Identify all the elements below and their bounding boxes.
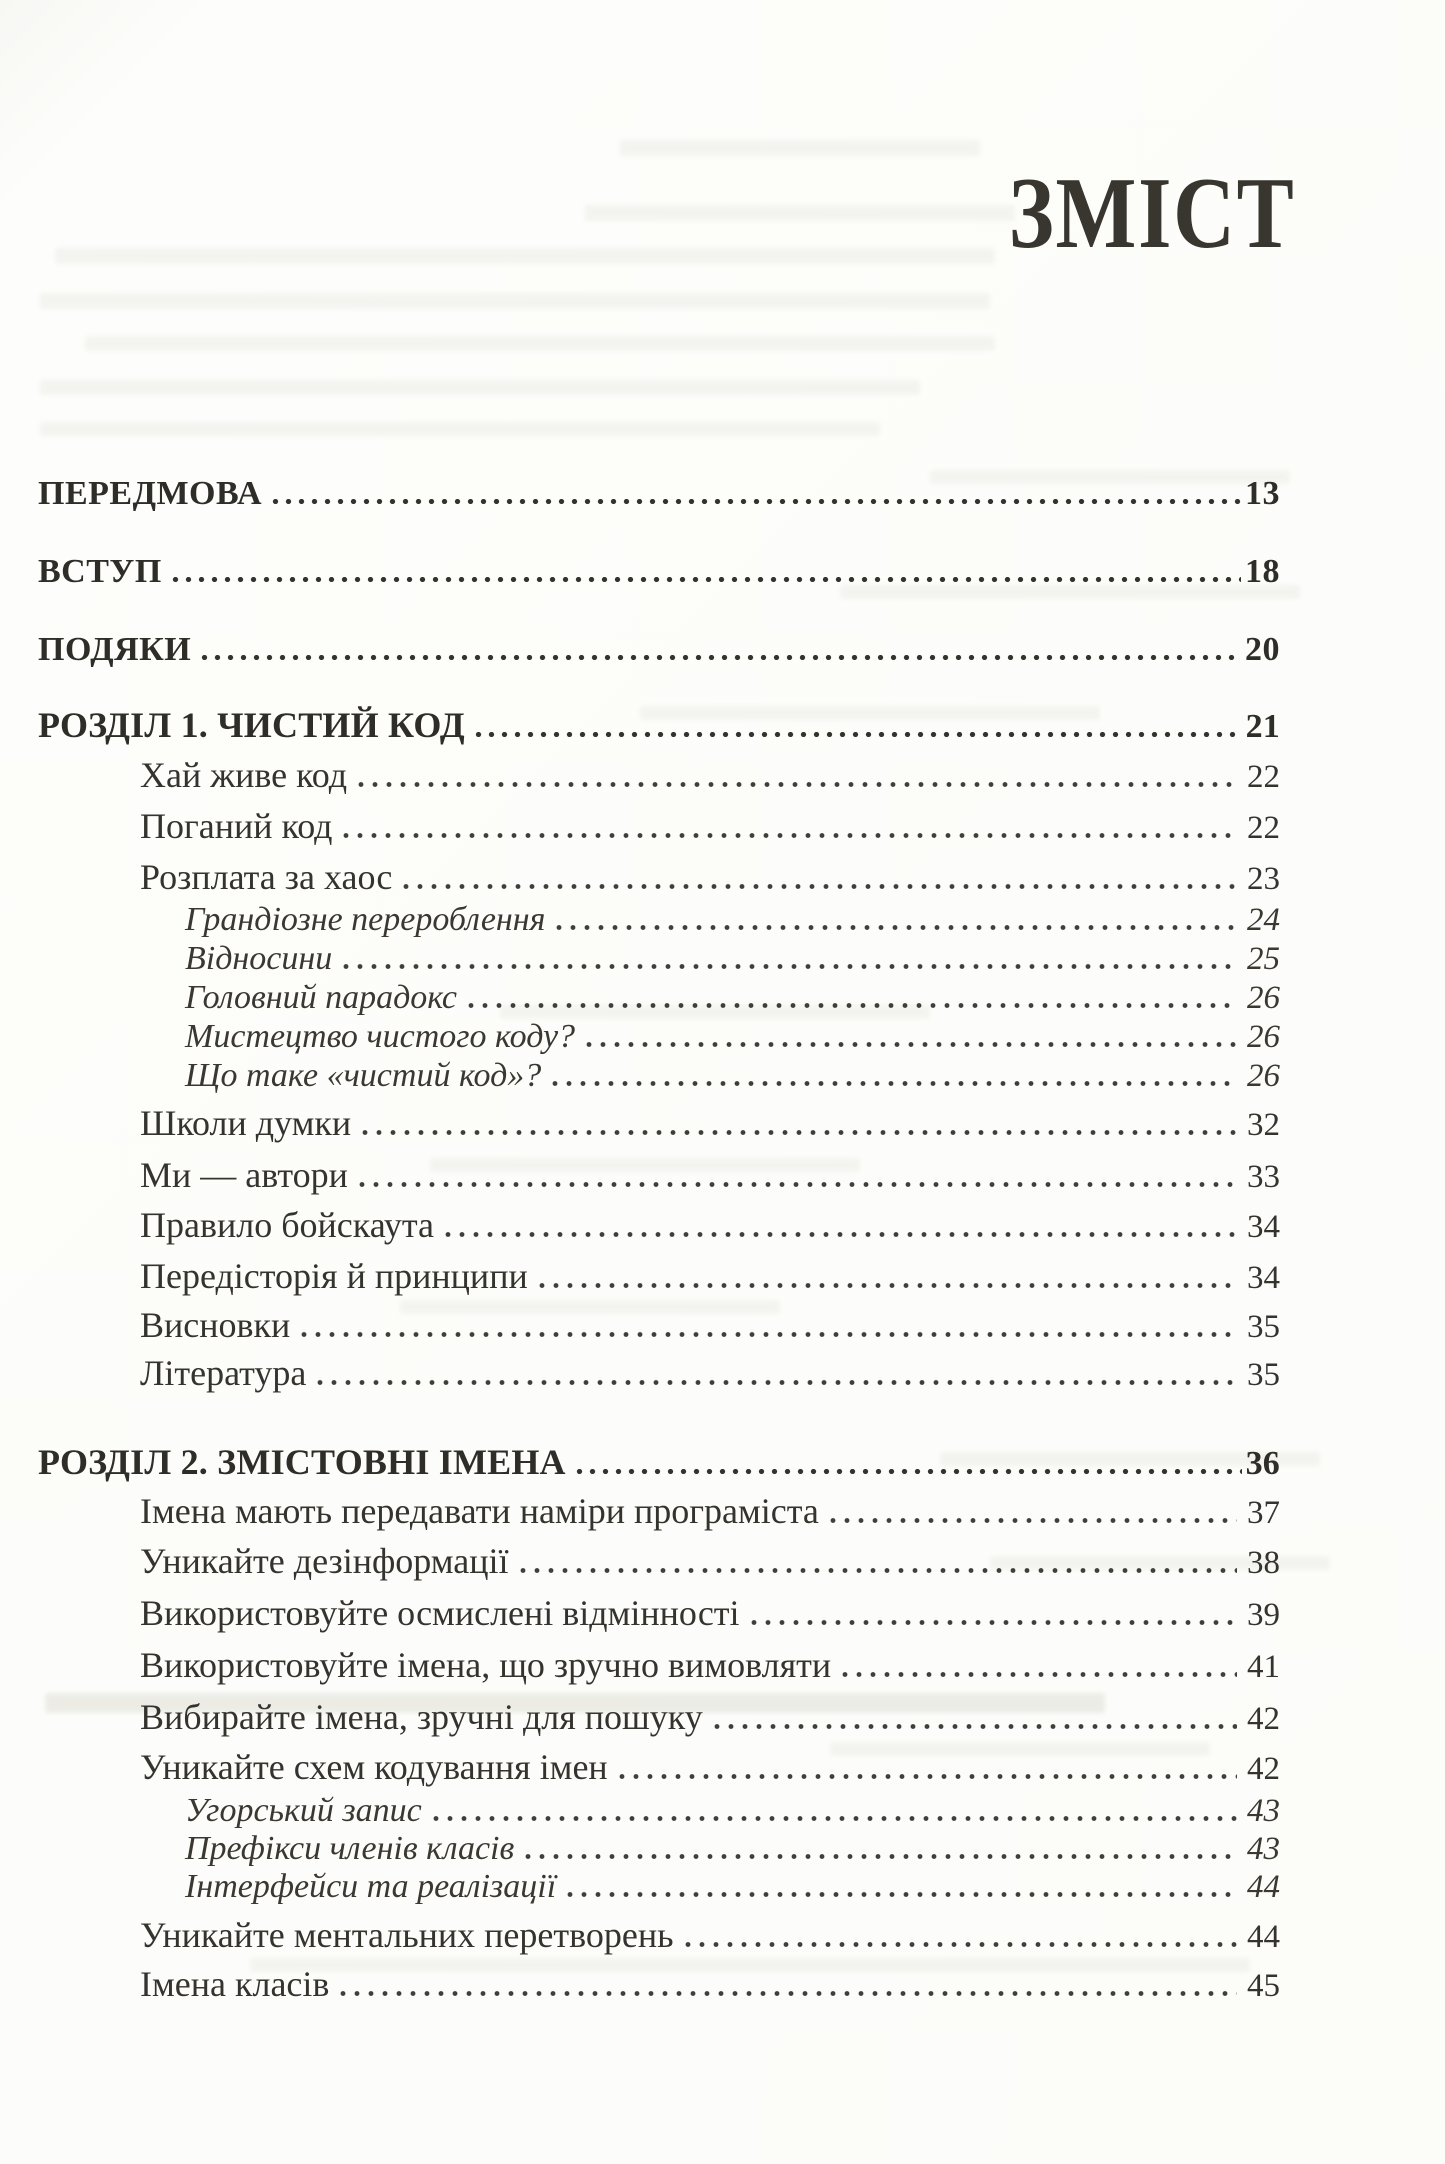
toc-entry-label: Ми — автори bbox=[140, 1155, 348, 1195]
toc-row bbox=[38, 940, 1280, 978]
toc-row bbox=[38, 1593, 1280, 1635]
toc-entry-page: 32 bbox=[1247, 1107, 1280, 1143]
toc-entry-label: ПЕРЕДМОВА bbox=[38, 475, 263, 512]
toc-row bbox=[38, 474, 1280, 514]
toc-entry-page: 24 bbox=[1247, 902, 1280, 938]
toc-row bbox=[38, 857, 1280, 899]
toc-entry-page: 44 bbox=[1247, 1919, 1280, 1955]
toc-entry-label: Відносини bbox=[185, 940, 333, 977]
toc-entry-label: Вибирайте імена, зручні для пошуку bbox=[140, 1697, 703, 1737]
toc-row bbox=[38, 1441, 1280, 1485]
toc-entry-page: 34 bbox=[1247, 1209, 1280, 1245]
toc-row bbox=[38, 1103, 1280, 1145]
dot-leader bbox=[747, 1620, 1237, 1625]
toc-entry-page: 41 bbox=[1247, 1649, 1280, 1685]
toc-entry-label: Уникайте дезінформації bbox=[140, 1541, 509, 1581]
bleed-through-ghost bbox=[55, 248, 995, 264]
toc-entry-page: 21 bbox=[1245, 708, 1280, 745]
toc-entry-page: 26 bbox=[1247, 980, 1280, 1016]
toc-entry-label: Правило бойскаута bbox=[140, 1205, 435, 1245]
dot-leader bbox=[826, 1518, 1237, 1523]
toc-row bbox=[38, 979, 1280, 1017]
toc-entry-label: Використовуйте осмислені відмінності bbox=[140, 1593, 740, 1633]
bleed-through-ghost bbox=[40, 380, 920, 395]
toc-entry-label: Розплата за хаос bbox=[140, 857, 393, 897]
toc-row bbox=[38, 1305, 1280, 1347]
dot-leader bbox=[441, 1232, 1237, 1237]
dot-leader bbox=[399, 884, 1237, 889]
toc-entry-page: 35 bbox=[1247, 1309, 1280, 1345]
toc-row bbox=[38, 806, 1280, 848]
toc-entry-page: 42 bbox=[1247, 1751, 1280, 1787]
dot-leader bbox=[358, 1130, 1237, 1135]
toc-row bbox=[38, 1645, 1280, 1687]
dot-leader bbox=[582, 1042, 1237, 1047]
toc-row bbox=[38, 1353, 1280, 1395]
toc-row bbox=[38, 1018, 1280, 1056]
toc-row bbox=[38, 1830, 1280, 1868]
toc-entry-page: 43 bbox=[1247, 1793, 1280, 1829]
toc-entry-page: 26 bbox=[1247, 1019, 1280, 1055]
dot-leader bbox=[516, 1568, 1237, 1573]
dot-leader bbox=[297, 1332, 1237, 1337]
toc-row bbox=[38, 1964, 1280, 2006]
dot-leader bbox=[681, 1942, 1237, 1947]
dot-leader bbox=[355, 1182, 1237, 1187]
toc-row bbox=[38, 755, 1280, 797]
toc-entry-page: 13 bbox=[1245, 475, 1280, 512]
toc-entry-label: Угорський запис bbox=[185, 1792, 422, 1829]
toc-entry-page: 26 bbox=[1247, 1058, 1280, 1094]
toc-entry-page: 45 bbox=[1247, 1968, 1280, 2004]
toc-entry-page: 42 bbox=[1247, 1701, 1280, 1737]
dot-leader bbox=[521, 1854, 1237, 1859]
toc-entry-label: ВСТУП bbox=[38, 553, 162, 590]
toc-row bbox=[38, 1057, 1280, 1095]
dot-leader bbox=[313, 1380, 1237, 1385]
page-title: ЗМІСТ bbox=[1008, 157, 1295, 270]
dot-leader bbox=[339, 964, 1237, 969]
toc-entry-page: 36 bbox=[1245, 1445, 1280, 1482]
toc-entry-label: РОЗДІЛ 2. ЗМІСТОВНІ ІМЕНА bbox=[38, 1442, 566, 1482]
toc-entry-page: 22 bbox=[1247, 810, 1280, 846]
dot-leader bbox=[339, 833, 1237, 838]
toc-entry-label: Хай живе код bbox=[140, 755, 348, 795]
dot-leader bbox=[269, 499, 1241, 504]
toc-row bbox=[38, 901, 1280, 939]
toc-entry-label: ПОДЯКИ bbox=[38, 631, 192, 668]
dot-leader bbox=[552, 925, 1237, 930]
toc-entry-page: 38 bbox=[1247, 1545, 1280, 1581]
dot-leader bbox=[710, 1724, 1237, 1729]
toc-row bbox=[38, 1747, 1280, 1789]
toc-entry-label: Висновки bbox=[140, 1305, 291, 1345]
toc-row bbox=[38, 1256, 1280, 1298]
dot-leader bbox=[354, 782, 1237, 787]
toc-row bbox=[38, 1915, 1280, 1957]
toc-row bbox=[38, 1792, 1280, 1830]
toc-entry-page: 20 bbox=[1245, 631, 1280, 668]
toc-entry-page: 44 bbox=[1247, 1869, 1280, 1905]
toc-row bbox=[38, 552, 1280, 592]
toc-entry-label: Інтерфейси та реалізації bbox=[185, 1868, 557, 1905]
bleed-through-ghost bbox=[40, 293, 990, 309]
toc-entry-page: 34 bbox=[1247, 1260, 1280, 1296]
toc-entry-label: Мистецтво чистого коду? bbox=[185, 1018, 576, 1055]
bleed-through-ghost bbox=[585, 205, 1015, 221]
toc-row bbox=[38, 630, 1280, 670]
dot-leader bbox=[464, 1003, 1237, 1008]
toc-row bbox=[38, 1205, 1280, 1247]
toc-row bbox=[38, 1491, 1280, 1533]
dot-leader bbox=[615, 1774, 1237, 1779]
table-of-contents bbox=[38, 474, 1280, 2006]
bleed-through-ghost bbox=[40, 422, 880, 436]
dot-leader bbox=[472, 732, 1242, 737]
toc-entry-label: Префікси членів класів bbox=[185, 1830, 515, 1867]
toc-entry-page: 33 bbox=[1247, 1159, 1280, 1195]
toc-entry-page: 25 bbox=[1247, 941, 1280, 977]
toc-entry-label: Передісторія й принципи bbox=[140, 1256, 528, 1296]
toc-entry-page: 22 bbox=[1247, 759, 1280, 795]
toc-row bbox=[38, 1541, 1280, 1583]
toc-entry-label: Школи думки bbox=[140, 1103, 352, 1143]
toc-entry-label: Що таке «чистий код»? bbox=[185, 1057, 542, 1094]
bleed-through-ghost bbox=[85, 336, 995, 351]
toc-entry-label: Головний парадокс bbox=[185, 979, 457, 1016]
toc-entry-page: 39 bbox=[1247, 1597, 1280, 1633]
toc-entry-label: Грандіозне перероблення bbox=[185, 901, 546, 938]
toc-entry-label: Уникайте ментальних перетворень bbox=[140, 1915, 674, 1955]
dot-leader bbox=[198, 655, 1241, 660]
toc-entry-label: Література bbox=[140, 1353, 307, 1393]
toc-entry-page: 37 bbox=[1247, 1495, 1280, 1531]
dot-leader bbox=[563, 1892, 1237, 1897]
toc-entry-label: Поганий код bbox=[140, 806, 333, 846]
toc-entry-page: 23 bbox=[1247, 861, 1280, 897]
dot-leader bbox=[169, 577, 1241, 582]
dot-leader bbox=[838, 1672, 1237, 1677]
toc-row bbox=[38, 1697, 1280, 1739]
dot-leader bbox=[548, 1081, 1237, 1086]
toc-entry-page: 43 bbox=[1247, 1831, 1280, 1867]
toc-entry-label: Використовуйте імена, що зручно вимовляти bbox=[140, 1645, 832, 1685]
toc-entry-page: 18 bbox=[1245, 553, 1280, 590]
toc-entry-page: 35 bbox=[1247, 1357, 1280, 1393]
toc-entry-label: Імена класів bbox=[140, 1964, 330, 2004]
toc-entry-label: Імена мають передавати наміри програміста bbox=[140, 1491, 819, 1531]
toc-row bbox=[38, 1868, 1280, 1906]
bleed-through-ghost bbox=[620, 140, 980, 156]
toc-entry-label: РОЗДІЛ 1. ЧИСТИЙ КОД bbox=[38, 705, 465, 745]
toc-row bbox=[38, 704, 1280, 748]
dot-leader bbox=[535, 1283, 1237, 1288]
toc-row bbox=[38, 1155, 1280, 1197]
dot-leader bbox=[429, 1816, 1237, 1821]
toc-entry-label: Уникайте схем кодування імен bbox=[140, 1747, 608, 1787]
dot-leader bbox=[573, 1469, 1242, 1474]
dot-leader bbox=[336, 1991, 1237, 1996]
